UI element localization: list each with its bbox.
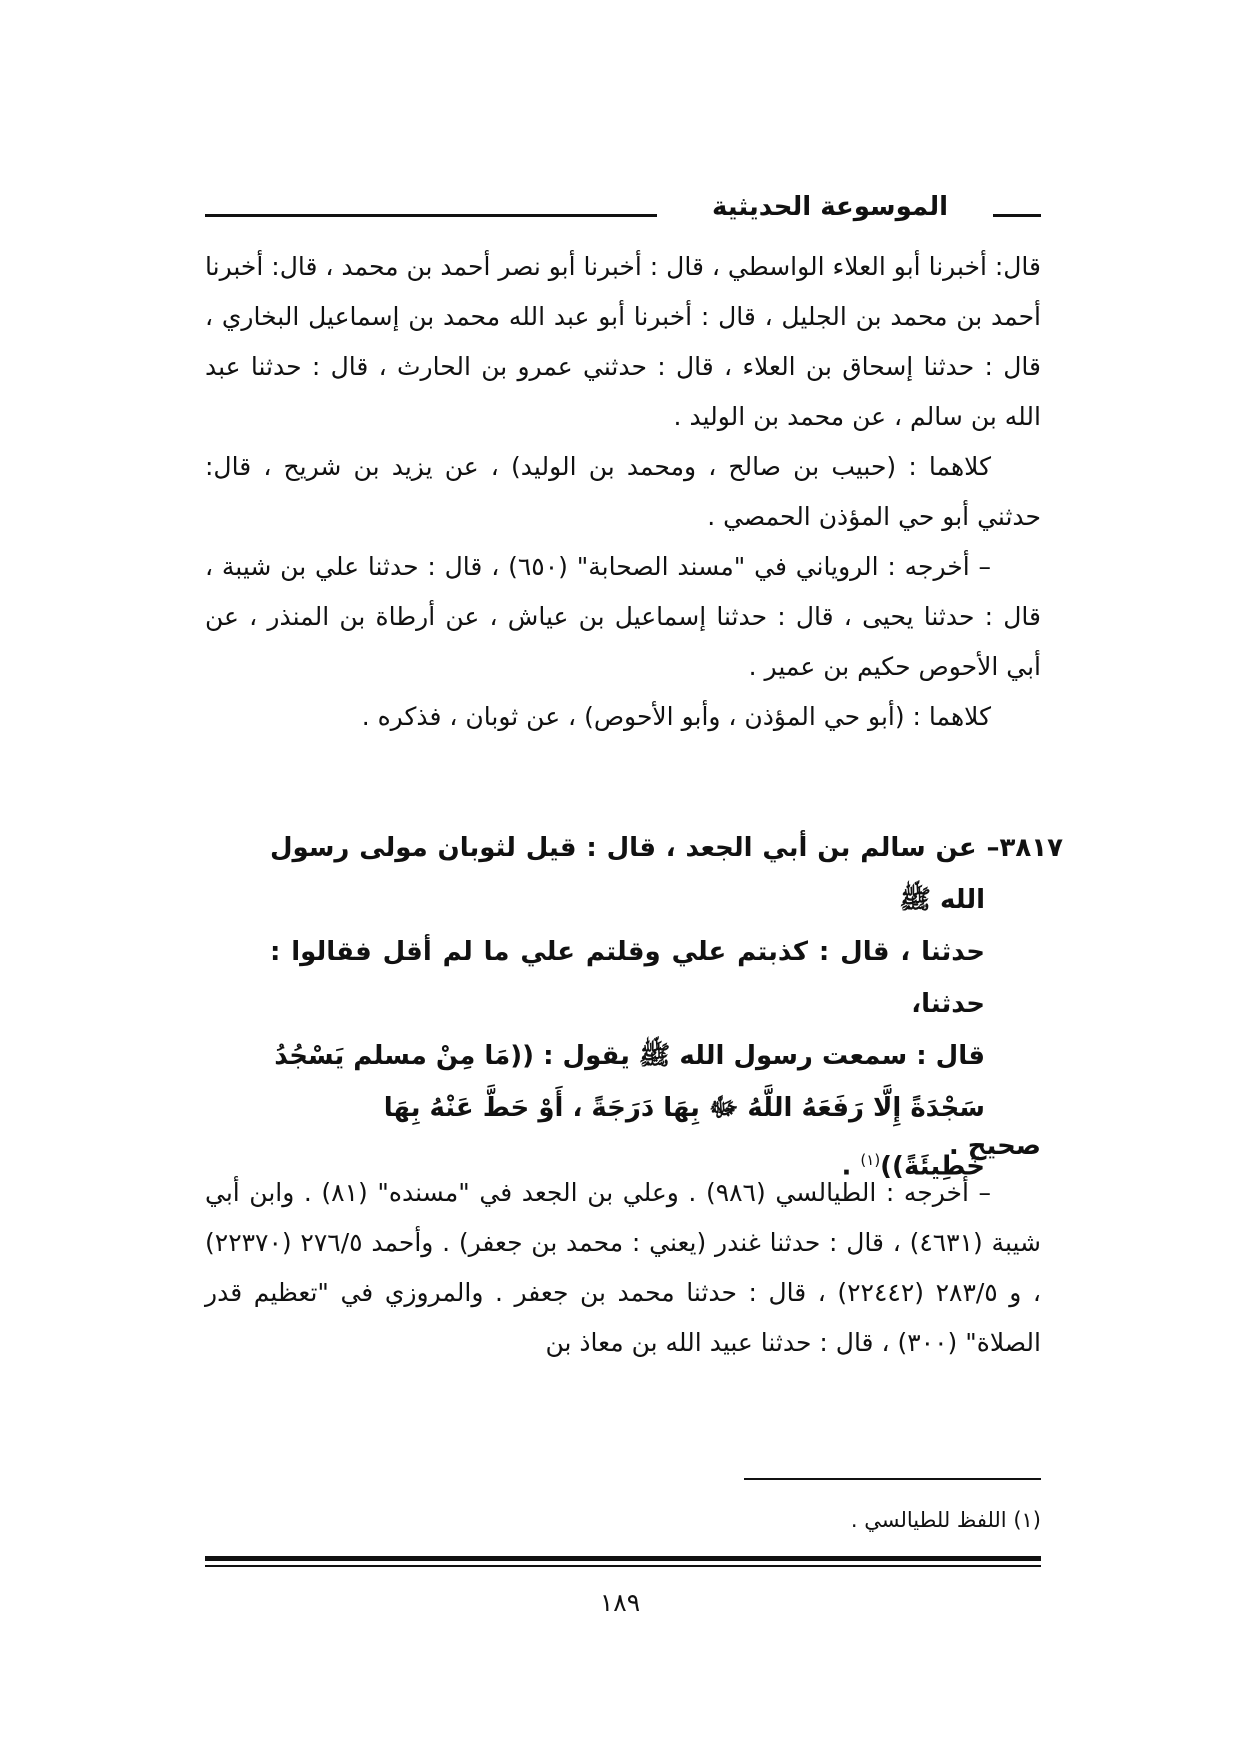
hadith-line: قال : سمعت رسول الله ﷺ يقول : ((مَا مِنْ مسلم يَسْجُدُ <box>274 1041 985 1071</box>
running-header <box>205 192 1041 232</box>
header-rule-right <box>993 214 1041 217</box>
footer-rule-thick <box>205 1556 1041 1561</box>
hadith-line: حدثنا ، قال : كذبتم علي وقلتم علي ما لم أقل فقالوا : حدثنا، <box>270 937 985 1019</box>
takhrij-block <box>205 1168 1041 1368</box>
page-number: ١٨٩ <box>599 1588 641 1617</box>
hadith-line: ٣٨١٧– عن سالم بن أبي الجعد ، قال : قيل لثوبان مولى رسول الله ﷺ <box>270 833 1063 915</box>
header-title: الموسوعة الحديثية <box>711 192 949 222</box>
hadith-number: ٣٨١٧– <box>986 833 1063 863</box>
footnote-marker: (١) <box>860 1151 881 1169</box>
header-rule-left <box>205 214 657 217</box>
paragraph-takhrij-tayalisi: – أخرجه : الطيالسي (٩٨٦) . وعلي بن الجعد في "مسنده" (٨١) . وابن أبي شيبة (٤٦٣١) ، قال : حدثنا غندر (يعني : محمد بن جعفر) . وأحمد ٢٧٦/٥ (٢٢٣٧٠) ، و ٢٨٣/٥ (٢٢٤٤٢) ، قال : حدثنا محمد بن جعفر . والمروزي في "تعظيم قدر الصلاة" (٣٠٠) ، قال : حدثنا عبيد الله بن معاذ بن <box>205 1178 1042 1357</box>
chain-of-narration-block <box>205 242 1041 742</box>
footnote: (١) اللفظ للطيالسي . <box>850 1508 1041 1532</box>
hadith-line: خَطِيئَةً))$^{(١)}$ . <box>841 1151 985 1182</box>
authenticity-verdict: صحيح . <box>948 1131 1041 1161</box>
hadith-line: سَجْدَةً إِلَّا رَفَعَهُ اللَّهُ ﷻ بِهَا دَرَجَةً ، أَوْ حَطَّ عَنْهُ بِهَا <box>383 1093 985 1123</box>
paragraph-both-narrators-2: كلاهما : (أبو حي المؤذن ، وأبو الأحوص) ، عن ثوبان ، فذكره . <box>361 702 991 731</box>
paragraph-takhrij-ruyani: – أخرجه : الروياني في "مسند الصحابة" (٦٥٠) ، قال : حدثنا علي بن شيبة ، قال : حدثنا يحيى ، قال : حدثنا إسماعيل بن عياش ، عن أرطاة بن المنذر ، عن أبي الأحوص حكيم بن عمير . <box>205 552 1041 681</box>
footnote-separator <box>744 1478 1041 1480</box>
paragraph-isnad: قال: أخبرنا أبو العلاء الواسطي ، قال : أخبرنا أبو نصر أحمد بن محمد ، قال: أخبرنا أحمد بن محمد بن الجليل ، قال : أخبرنا أبو عبد الله محمد بن إسماعيل البخاري ، قال : حدثنا إسحاق بن العلاء ، قال : حدثني عمرو بن الحارث ، قال : حدثنا عبد الله بن سالم ، عن محمد بن الوليد . <box>205 252 1041 431</box>
paragraph-both-narrators: كلاهما : (حبيب بن صالح ، ومحمد بن الوليد) ، عن يزيد بن شريح ، قال: حدثني أبو حي المؤذن الحمصي . <box>205 452 1041 531</box>
footer-rule-thin <box>205 1565 1041 1567</box>
